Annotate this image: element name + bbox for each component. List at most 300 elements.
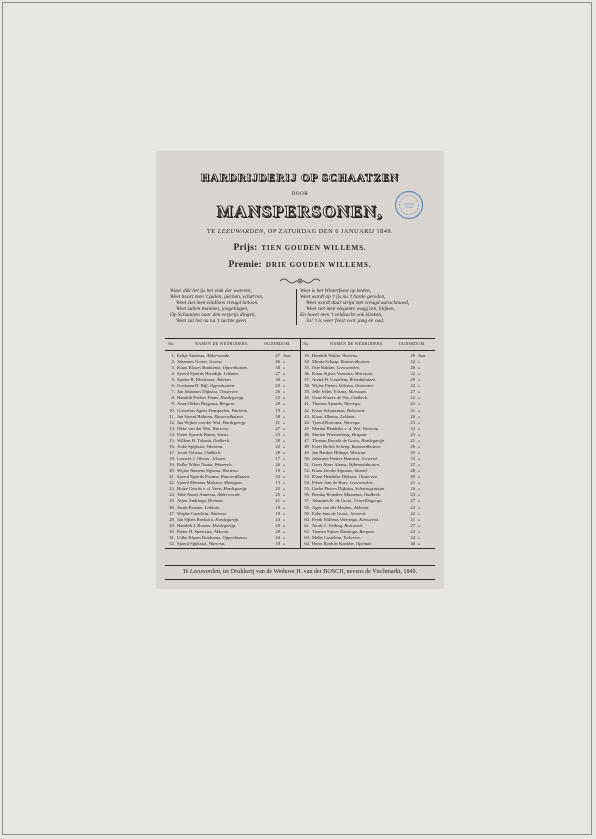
- row-age-unit: »: [418, 510, 421, 516]
- row-number: 57.: [304, 498, 310, 504]
- row-name: Ages van der Meulen,: [312, 504, 353, 510]
- row-name: Eebe Jans de Groot,: [312, 510, 349, 516]
- row-number: 49.: [304, 449, 310, 455]
- row-place: Opeinde.: [355, 540, 373, 546]
- row-name: Jacob C. Felling,: [312, 522, 344, 528]
- row-number: 15.: [169, 437, 175, 443]
- row-age-unit: »: [418, 492, 421, 498]
- place-date-line: [157, 228, 443, 235]
- row-place: Wartena.: [362, 425, 380, 431]
- footer-top-rule: [165, 565, 435, 566]
- row-age: 26: [275, 359, 280, 365]
- row-age: 22: [275, 443, 280, 449]
- row-place: Hardegarijp.: [215, 516, 240, 522]
- row-number: 27.: [169, 510, 175, 516]
- competitor-list-right: [300, 353, 435, 548]
- row-age-unit: Jaar.: [418, 353, 427, 358]
- row-age: 30: [275, 365, 280, 371]
- row-age-unit: »: [283, 425, 286, 431]
- row-name: Johannes R. de Groot,: [312, 498, 353, 504]
- row-number: 16.: [169, 443, 175, 449]
- row-age: 26: [410, 486, 415, 492]
- row-name: Tjeerd Boersma,: [312, 419, 343, 425]
- row-name: Thomas Sjaarda,: [312, 401, 343, 407]
- row-age-unit: »: [418, 365, 421, 371]
- row-number: 55.: [304, 486, 310, 492]
- row-age-unit: »: [283, 516, 286, 522]
- row-number: 51.: [304, 462, 310, 468]
- row-place: Rauwerdhuizen.: [340, 359, 371, 365]
- row-place: Sijbrandahuizen.: [348, 462, 381, 468]
- row-age: 28: [275, 528, 280, 534]
- row-age: 23: [410, 431, 415, 437]
- row-age: 24: [410, 492, 415, 498]
- row-number: 37.: [304, 377, 310, 383]
- poem-line: En hoort men 't veldzucht ook klinken,: [300, 312, 383, 318]
- row-age-unit: »: [283, 462, 286, 468]
- poem-line: Weet wordt op 't ijs nu 't harde gereden,: [300, 294, 386, 300]
- row-age: 40: [410, 540, 415, 546]
- row-number: 2.: [171, 359, 175, 365]
- row-number: 14.: [169, 431, 175, 437]
- row-age: 25: [275, 492, 280, 498]
- row-age-unit: »: [418, 437, 421, 443]
- row-name: Klaas Jacobs Sijmons,: [312, 468, 354, 474]
- row-age: 27: [275, 353, 280, 358]
- row-name: Evert Boltes Scheep,: [312, 443, 351, 449]
- row-number: 56.: [304, 492, 310, 498]
- row-age: 21: [410, 401, 415, 407]
- row-number: 4.: [171, 371, 175, 377]
- row-age-unit: »: [418, 413, 421, 419]
- row-place: Akkrum.: [216, 377, 232, 383]
- row-place: Mantgum.: [223, 480, 243, 486]
- row-age: 13: [275, 480, 280, 486]
- row-age: 22: [410, 510, 415, 516]
- row-name: Thomas Roorda de Groot,: [312, 437, 360, 443]
- row-age: 32: [410, 371, 415, 377]
- row-place: Bolsward.: [346, 407, 366, 413]
- row-age-unit: »: [283, 407, 286, 413]
- row-name: Minne Schaap,: [312, 359, 340, 365]
- row-number: 42.: [304, 407, 310, 413]
- row-place: Akkerwoude.: [206, 353, 231, 358]
- row-age: 23: [275, 431, 280, 437]
- row-place: Oudkerk.: [351, 395, 369, 401]
- poem-line: Weet zullen mannen, jongelingen,: [176, 306, 249, 312]
- row-name: Johannes Gorter,: [177, 359, 208, 365]
- row-place: Akkrum.: [213, 528, 230, 534]
- row-name: Rienko Reinders Minnema,: [312, 492, 363, 498]
- row-name: Louwes J. Olivier,: [177, 456, 211, 462]
- row-number: 8.: [171, 395, 175, 401]
- row-age-unit: »: [418, 449, 421, 455]
- header-age: OUDERDOM.: [264, 342, 291, 346]
- row-age: 31: [410, 407, 415, 413]
- row-age-unit: »: [418, 425, 421, 431]
- row-age-unit: »: [283, 419, 286, 425]
- row-number: 60.: [304, 516, 310, 522]
- row-age: 19: [275, 468, 280, 474]
- row-name: Willem H. Tolsma,: [177, 437, 212, 443]
- row-name: Klaas Alkema,: [312, 413, 340, 419]
- row-number: 29.: [169, 522, 175, 528]
- row-age-unit: »: [418, 498, 421, 504]
- row-age-unit: »: [283, 413, 286, 419]
- row-name: Melle Castelein,: [312, 534, 343, 540]
- row-number: 12.: [169, 419, 175, 425]
- row-number: 6.: [171, 383, 175, 389]
- poster-title: HARDRIJDERIJ OP SCHAATZEN: [200, 172, 400, 184]
- row-age-unit: »: [283, 510, 286, 516]
- row-number: 52.: [304, 468, 310, 474]
- row-age-unit: »: [418, 486, 421, 492]
- row-number: 36.: [304, 371, 310, 377]
- row-name: Jan Wijkes van der Wal,: [177, 419, 222, 425]
- row-age-unit: »: [418, 534, 421, 540]
- place-name: LEEUWARDEN,: [217, 228, 266, 235]
- row-age-unit: »: [418, 371, 421, 377]
- row-age: 26: [275, 462, 280, 468]
- row-age: 23: [410, 419, 415, 425]
- row-name: Marten Hendriks v. d. Wal,: [312, 425, 362, 431]
- table-bottom-rule: [165, 548, 435, 549]
- row-number: 30.: [169, 528, 175, 534]
- row-age-unit: »: [283, 437, 286, 443]
- poem-line: Weet is het Winterfeest op heden,: [300, 288, 372, 294]
- row-age: 17: [275, 456, 280, 462]
- row-age-unit: »: [418, 516, 421, 522]
- row-place: Warrega.: [343, 419, 361, 425]
- row-number: 64.: [304, 540, 310, 546]
- row-age: 37: [410, 462, 415, 468]
- row-name: Uilke Klazes Brinkema,: [177, 534, 222, 540]
- row-age: 24: [410, 383, 415, 389]
- row-place: Wartena.: [350, 449, 367, 455]
- row-place: Kimswerd.: [359, 516, 379, 522]
- row-place: Oosterzee.: [219, 389, 239, 395]
- row-number: 23.: [169, 486, 175, 492]
- row-age: 19: [275, 510, 280, 516]
- table-row: [165, 541, 300, 547]
- premium-line: [157, 258, 443, 270]
- row-number: 11.: [169, 413, 175, 419]
- row-place: Idaard.: [354, 468, 368, 474]
- row-name: Tabe Annes Annema,: [177, 492, 217, 498]
- row-number: 43.: [304, 413, 310, 419]
- row-place: Jorwerd.: [349, 510, 367, 516]
- row-name: Klaas Hendriks Dijkstra,: [312, 474, 358, 480]
- row-place: Marssum.: [354, 371, 374, 377]
- row-name: Onne Klazes de Vos,: [312, 395, 351, 401]
- prize-line: [157, 241, 443, 253]
- row-name: Sjoerd Spijkstra,: [177, 540, 208, 546]
- row-age: 28: [410, 468, 415, 474]
- row-age: 19: [275, 407, 280, 413]
- row-place: Bergum.: [219, 401, 236, 407]
- row-number: 18.: [169, 456, 175, 462]
- row-age: 26: [410, 443, 415, 449]
- row-number: 21.: [169, 474, 175, 480]
- poem-line: Ja! 't is weer feest voor jong en oud.: [306, 318, 385, 324]
- row-place: Akkerwoude.: [217, 492, 242, 498]
- row-age: 28: [275, 401, 280, 407]
- row-age: 33: [410, 456, 415, 462]
- row-name: Anne Okkes Bergsma,: [177, 401, 219, 407]
- prize-value: TIEN GOUDEN WILLEMS.: [261, 244, 367, 252]
- poster-sheet: [157, 152, 443, 588]
- row-age-unit: »: [283, 474, 286, 480]
- row-name: Wopke Castelein,: [177, 510, 210, 516]
- row-place: Oosterzee.: [358, 474, 379, 480]
- row-place: Lekkum.: [340, 413, 356, 419]
- row-place: Wartena.: [222, 468, 239, 474]
- row-place: Wartena.: [210, 510, 227, 516]
- row-name: Jacob Kramer,: [177, 504, 204, 510]
- row-age-unit: »: [283, 456, 286, 462]
- row-number: 59.: [304, 510, 310, 516]
- row-number: 26.: [169, 504, 175, 510]
- library-stamp: [394, 190, 424, 220]
- row-number: 20.: [169, 468, 175, 474]
- row-name-place: [177, 541, 273, 547]
- row-place: Oudkerk.: [213, 437, 231, 443]
- row-name: Sjoerd Meinses Mulsma,: [177, 480, 223, 486]
- row-age: 38: [275, 413, 280, 419]
- poem-line: Weet ziet men eindloos vreugd betoon.: [176, 300, 259, 306]
- row-name: Klaas Sijtses Veenstra,: [312, 371, 354, 377]
- row-place: Scharnegoutum.: [355, 486, 386, 492]
- poem-line: Waar dikt het ijs het vlak der wateren,: [170, 288, 252, 294]
- row-number: 28.: [169, 516, 175, 522]
- prize-label: Prijs:: [233, 243, 258, 253]
- row-name: Wijtse Namens Sijtsma,: [177, 468, 222, 474]
- row-number: 3.: [171, 365, 175, 371]
- row-number: 1.: [171, 353, 175, 358]
- row-age: 24: [410, 534, 415, 540]
- row-place: Leeuwarden.: [336, 365, 361, 371]
- row-number: 63.: [304, 534, 310, 540]
- row-place: Wartena.: [208, 540, 226, 546]
- row-age-unit: »: [418, 462, 421, 468]
- row-place: Rauwerdhuizen.: [351, 443, 382, 449]
- row-age-unit: »: [283, 540, 286, 546]
- row-name: Sjoerd Sjoerds Postma,: [177, 474, 220, 480]
- row-age: 32: [410, 425, 415, 431]
- row-age-unit: »: [418, 456, 421, 462]
- row-age-unit: »: [283, 492, 286, 498]
- row-name: Hendrik Foekes Dams,: [177, 395, 220, 401]
- row-number: 32.: [169, 540, 175, 546]
- row-place: Warrega.: [344, 401, 361, 407]
- row-age: 21: [410, 395, 415, 401]
- row-age: 22: [410, 528, 415, 534]
- row-age: 33: [275, 474, 280, 480]
- row-name: Gooitzen H. Bijl,: [177, 383, 209, 389]
- row-place: Bergum.: [351, 431, 368, 437]
- row-age: 21: [275, 498, 280, 504]
- row-age: 21: [275, 419, 280, 425]
- row-age-unit: »: [418, 431, 421, 437]
- row-place: Grouw.: [209, 359, 223, 365]
- row-name: Hotze Gerrits v. d. Veen,: [177, 486, 223, 492]
- row-place: Bergum.: [359, 528, 375, 534]
- row-age: 28: [275, 437, 280, 443]
- row-number: 38.: [304, 383, 310, 389]
- event-date: OP ZATURDAG DEN 6 JANUARIJ 1849.: [267, 228, 394, 235]
- row-place: Hardegarijp.: [223, 486, 248, 492]
- row-age-unit: »: [418, 504, 421, 510]
- row-name: Wijtse Pieters Jellema,: [312, 383, 354, 389]
- row-place: Marssum.: [348, 389, 367, 395]
- row-place: Hardegarijp.: [222, 419, 247, 425]
- poem-line: Weet zal het na nu 't zachte geen: [176, 318, 246, 324]
- row-number: 34.: [304, 359, 310, 365]
- row-number: 45.: [304, 425, 310, 431]
- row-name: Pieter Sjoerds Buma,: [177, 431, 216, 437]
- row-age-unit: »: [418, 383, 421, 389]
- row-place: Jorwerd.: [361, 456, 378, 462]
- printer-imprint: [157, 569, 443, 576]
- row-age: 21: [410, 480, 415, 486]
- row-name: Harm Roelofs Knobbe,: [312, 540, 355, 546]
- row-name: Arend H. Castelein,: [312, 377, 349, 383]
- row-age-unit: »: [283, 528, 286, 534]
- row-age-unit: »: [418, 522, 421, 528]
- row-age-unit: »: [283, 504, 286, 510]
- row-name: Pieter H. Speerstra,: [177, 528, 213, 534]
- row-place: Oudkerk.: [363, 492, 381, 498]
- row-age-unit: »: [283, 443, 286, 449]
- header-no: No.: [303, 342, 310, 346]
- row-name: Tiemen Sijtses Dantinga,: [312, 528, 359, 534]
- table-header-right: [300, 341, 435, 347]
- row-age: 28: [410, 353, 415, 358]
- row-age-unit: »: [418, 377, 421, 383]
- row-age-unit: »: [418, 359, 421, 365]
- place-prefix: TE: [206, 228, 216, 235]
- row-place: Hardegarijp.: [212, 522, 237, 528]
- poem-line: Weet ziet men elegante wagg'ren, blijken,: [306, 306, 395, 312]
- row-age-unit: »: [283, 522, 286, 528]
- row-place: Leeuwarden.: [349, 480, 374, 486]
- premium-label: Premie:: [228, 260, 262, 270]
- row-number: 61.: [304, 522, 310, 528]
- row-place: Oosterzee.: [354, 383, 375, 389]
- row-number: 62.: [304, 528, 310, 534]
- row-place: Roordahuizen.: [349, 377, 377, 383]
- row-name-place: [312, 541, 408, 547]
- row-place: Oppenhuizen.: [222, 534, 248, 540]
- row-age: 27: [275, 371, 280, 377]
- row-age: 20: [410, 377, 415, 383]
- row-number: 19.: [169, 462, 175, 468]
- row-age: 21: [410, 516, 415, 522]
- row-place: Wommels.: [214, 462, 234, 468]
- row-place: Deinum.: [208, 498, 224, 504]
- row-name: Feerk Willems Wieringa,: [312, 516, 359, 522]
- poem-line: Op Schaatzen naar den eerprijs dingen,: [170, 312, 256, 318]
- row-place: Rauwerdhuizen.: [220, 474, 251, 480]
- row-name: Otte Bakker,: [312, 365, 336, 371]
- row-age: 25: [275, 486, 280, 492]
- row-age-unit: »: [418, 395, 421, 401]
- row-number: 17.: [169, 449, 175, 455]
- row-number: 9.: [171, 401, 175, 407]
- row-age-unit: »: [418, 443, 421, 449]
- row-place: Terhorne.: [343, 534, 362, 540]
- row-age-unit: »: [418, 389, 421, 395]
- row-name: Pieter Jans de Boer,: [312, 480, 349, 486]
- poem-divider: [296, 289, 297, 325]
- header-names: NAMEN DE WEDRIJDERS.: [195, 342, 249, 346]
- row-age-unit: »: [418, 480, 421, 486]
- row-name: Jan Sijbes Boekstra,: [177, 516, 215, 522]
- row-place: Lekkum.: [204, 504, 221, 510]
- row-number: 7.: [171, 389, 175, 395]
- table-row: [300, 541, 435, 547]
- row-place: Stiens.: [217, 431, 230, 437]
- row-age-unit: »: [283, 449, 286, 455]
- header-age: OUDERDOM.: [399, 342, 426, 346]
- row-name: Jacob Tolsma,: [177, 449, 204, 455]
- imprint-place: Te Leeuwarden,: [182, 569, 222, 575]
- row-number: 48.: [304, 443, 310, 449]
- row-place: Oppenhuizen.: [209, 383, 236, 389]
- row-age-unit: »: [418, 419, 421, 425]
- row-age: 27: [410, 389, 415, 395]
- row-age-unit: »: [283, 431, 286, 437]
- row-age: 24: [275, 516, 280, 522]
- row-age-unit: »: [418, 407, 421, 413]
- table-header-left: [165, 341, 300, 347]
- row-number: 40.: [304, 395, 310, 401]
- row-place: Wartena.: [231, 407, 249, 413]
- row-number: 50.: [304, 456, 310, 462]
- row-age: 26: [410, 413, 415, 419]
- row-name: Gerke Pieters Dijkstra,: [312, 486, 354, 492]
- row-number: 53.: [304, 474, 310, 480]
- row-number: 25.: [169, 498, 175, 504]
- footer-bottom-rule: [165, 579, 435, 580]
- row-place: Wartena.: [342, 353, 359, 358]
- row-name: Hendrik Walda,: [312, 353, 341, 358]
- row-name: Jan Sjoerd Bulman,: [177, 413, 214, 419]
- row-name: Eelke Wibes Nauta,: [177, 462, 214, 468]
- row-number: 47.: [304, 437, 310, 443]
- row-name: Arjen Andringa,: [177, 498, 207, 504]
- row-name: Gosselius Agees Dompselen,: [177, 407, 231, 413]
- row-age: 18: [275, 540, 280, 546]
- row-age-unit: »: [283, 395, 286, 401]
- row-age: 29: [275, 522, 280, 528]
- row-age: 30: [275, 377, 280, 383]
- row-number: 46.: [304, 431, 310, 437]
- row-number: 54.: [304, 480, 310, 486]
- row-place: Wartena.: [212, 425, 229, 431]
- row-name: Marten Wiersenberg,: [312, 431, 351, 437]
- row-age: 26: [275, 389, 280, 395]
- row-number: 22.: [169, 480, 175, 486]
- row-age-unit: »: [283, 534, 286, 540]
- row-name: Hendrik J. Bosma,: [177, 522, 212, 528]
- row-place: Rauwerdhuizen.: [214, 413, 244, 419]
- row-number: 35.: [304, 365, 310, 371]
- row-age-unit: »: [418, 528, 421, 534]
- row-age: 26: [410, 365, 415, 371]
- row-place: Wartena.: [206, 443, 224, 449]
- poem-right-column: [300, 288, 432, 326]
